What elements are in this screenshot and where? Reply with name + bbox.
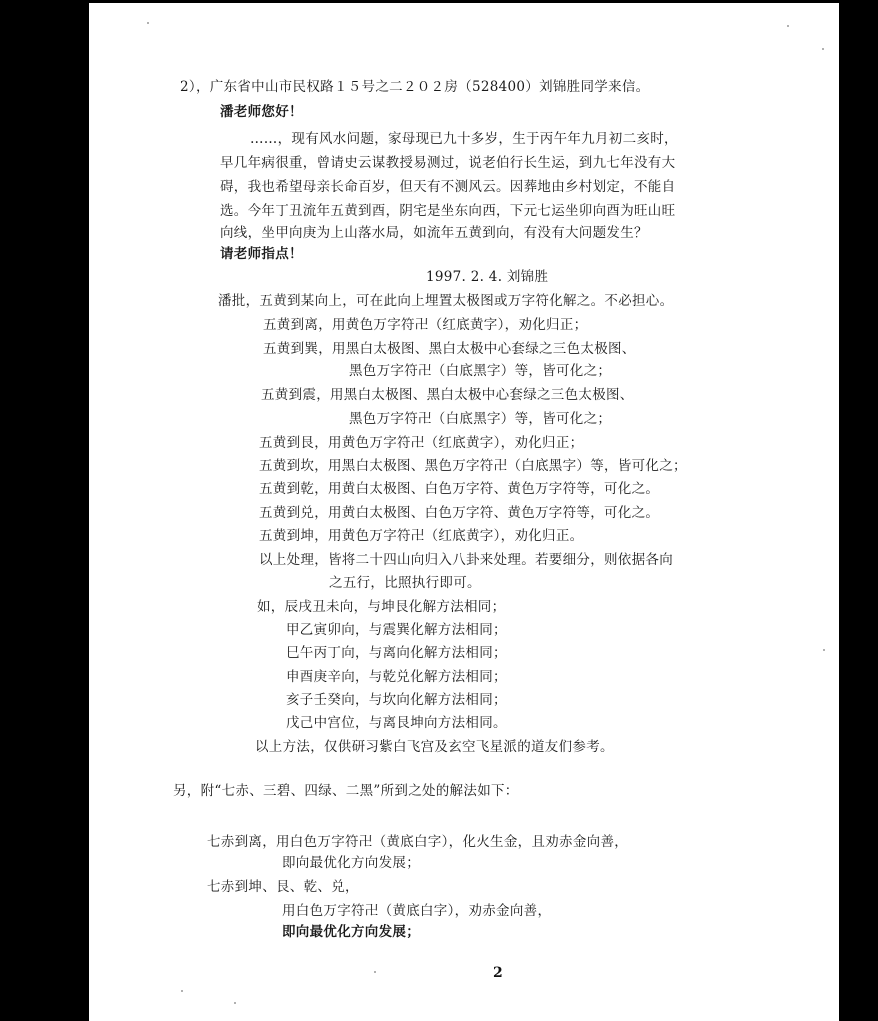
reply-item: 五黄到兑，用黄白太极图、白色万字符、黄色万字符等，可化之。 [259, 505, 660, 521]
letter-paragraph-line: 向线，坐甲向庚为上山落水局，如流年五黄到向，有没有大问题发生？ [220, 225, 648, 241]
appendix-intro: 另，附“七赤、三碧、四绿、二黑”所到之处的解法如下： [173, 783, 519, 799]
reply-item: 以上处理，皆将二十四山向归入八卦来处理。若要细分，则依据各向 [259, 552, 673, 568]
example-line: 如，辰戌丑未向，与坤艮化解方法相同； [257, 599, 506, 615]
scan-speck [374, 971, 376, 973]
reply-item: 五黄到坤，用黄色万字符卍（红底黄字），劝化归正。 [259, 528, 584, 544]
letter-greeting: 潘老师您好！ [220, 104, 303, 120]
letter-paragraph-line: 请老师指点！ [220, 246, 303, 262]
letter-signature: 1997. 2. 4. 刘锦胜 [426, 269, 549, 285]
reply-item-continued: 黑色万字符卍（白底黑字）等，皆可化之； [349, 411, 612, 427]
letter-paragraph-line: ……，现有风水问题，家母现已九十多岁，生于丙午年九月初二亥时， [250, 131, 678, 147]
letter-header: 2），广东省中山市民权路１５号之二２０２房（528400）刘锦胜同学来信。 [180, 79, 650, 95]
reply-item-continued: 之五行，比照执行即可。 [329, 575, 481, 591]
page-number: 2 [493, 965, 503, 981]
letter-paragraph-line: 选。今年丁丑流年五黄到酉，阴宅是坐东向西，下元七运坐卯向酉为旺山旺 [220, 203, 676, 219]
example-line: 亥子壬癸向，与坎向化解方法相同； [286, 692, 507, 708]
scan-speck [787, 25, 789, 27]
scan-speck [822, 48, 824, 50]
example-line: 戊己中宫位，与离艮坤向方法相同。 [286, 715, 507, 731]
reply-item: 五黄到巽，用黑白太极图、黑白太极中心套绿之三色太极图、 [263, 341, 636, 357]
appendix-item-continued: 用白色万字符卍（黄底白字），劝赤金向善， [282, 903, 552, 919]
scanned-document-page [89, 3, 839, 1021]
reply-intro: 潘批，五黄到某向上，可在此向上埋置太极图或万字符化解之。不必担心。 [218, 293, 674, 309]
reply-item-continued: 黑色万字符卍（白底黑字）等，皆可化之； [349, 363, 612, 379]
example-line: 申酉庚辛向，与乾兑化解方法相同； [286, 669, 507, 685]
appendix-item-continued: 即向最优化方向发展； [282, 924, 420, 940]
reply-item: 五黄到震，用黑白太极图、黑白太极中心套绿之三色太极图、 [261, 387, 634, 403]
letter-paragraph-line: 早几年病很重，曾请史云谋教授易测过，说老伯行长生运，到九七年没有大 [220, 155, 676, 171]
example-line: 甲乙寅卯向，与震巽化解方法相同； [286, 622, 507, 638]
appendix-item: 七赤到离，用白色万字符卍（黄底白字），化火生金，且劝赤金向善， [207, 834, 629, 850]
closing-note: 以上方法，仅供研习紫白飞宫及玄空飞星派的道友们参考。 [255, 739, 614, 755]
reply-item: 五黄到乾，用黄白太极图、白色万字符、黄色万字符等，可化之。 [259, 481, 660, 497]
reply-item: 五黄到艮，用黄色万字符卍（红底黄字），劝化归正； [259, 435, 584, 451]
letter-paragraph-line: 碍，我也希望母亲长命百岁，但天有不测风云。因葬地由乡村划定，不能自 [220, 179, 676, 195]
scan-speck [823, 649, 825, 651]
scan-speck [181, 990, 183, 992]
example-line: 巳午丙丁向，与离向化解方法相同； [286, 645, 507, 661]
scan-speck [147, 22, 149, 24]
appendix-item: 七赤到坤、艮、乾、兑， [207, 879, 359, 895]
scan-speck [234, 1002, 236, 1004]
reply-item: 五黄到坎，用黑白太极图、黑色万字符卍（白底黑字）等，皆可化之； [259, 458, 687, 474]
appendix-item-continued: 即向最优化方向发展； [282, 855, 420, 871]
reply-item: 五黄到离，用黄色万字符卍（红底黄字），劝化归正； [263, 317, 588, 333]
